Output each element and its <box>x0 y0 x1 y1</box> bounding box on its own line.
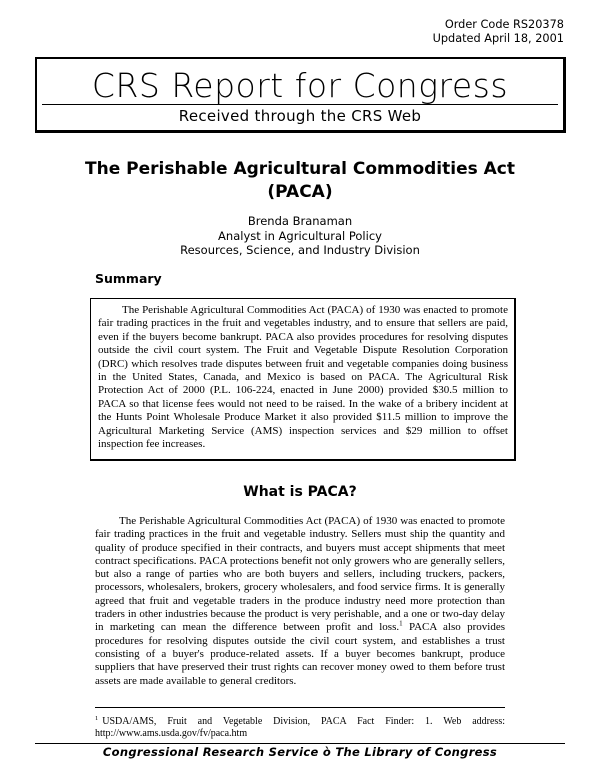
body-text-part1: The Perishable Agricultural Commodities Act (PACA) of 1930 was enacted to promote fair trading practices in the fruit and vegetable industry. Sellers must ship the quantity and quality of produce specified in their contracts, and buyers must accept shipments that meet contract specifications. PACA protections benefit not only growers who are generally sellers, but also a range of parties who are both buyers and sellers, including truckers, packers, processors, wholesalers, brokers, grocery wholesalers, and food service firms. It is generally agreed that fruit and vegetable traders in the produce industry need more protection than traders in other industries because the product is very perishable, and a one or two-day delay in marketing can mean the difference between profit and loss. <box>95 515 505 634</box>
footnote-reference[interactable]: 1 <box>399 619 403 628</box>
footnote-text: USDA/AMS, Fruit and Vegetable Division, PACA Fact Finder: 1. Web address: http://www.ams.usda.gov/fv/paca.htm <box>95 716 505 739</box>
footnote <box>95 716 505 740</box>
author-division: Resources, Science, and Industry Division <box>180 243 420 257</box>
section-heading: What is PACA? <box>243 484 357 500</box>
summary-box <box>90 298 516 461</box>
author-position: Analyst in Agricultural Policy <box>218 228 382 243</box>
footnote-divider <box>95 707 505 708</box>
page-footer <box>0 745 600 759</box>
footnote-mark: 1 <box>95 714 99 722</box>
report-header-box <box>35 57 566 133</box>
summary-text: The Perishable Agricultural Commodities Act (PACA) of 1930 was enacted to promote fair trading practices in the fruit and vegetables industry, and to ensure that sellers are paid, even if the buyers become bankrupt. PACA also provides procedures for resolving disputes outside the civil court system. The Fruit and Vegetable Dispute Resolution Corporation (DRC) which resolves trade disputes between fruit and vegetable companies doing business in the United States, Canada, and Mexico is based on PACA. The Agricultural Risk Protection Act of 2000 (P.L. 106-224, enacted in June 2000) provided $30.5 million to PACA so that license fees would not need to be raised. In the wake of a bribery incident at the Hunts Point Wholesale Produce Market it also provided $11.5 million to improve the Agricultural Marketing Service (AMS) inspection services and $29 million to offset inspection fee increases. <box>98 304 508 451</box>
header-divider <box>42 104 558 105</box>
section-body-text <box>95 515 505 688</box>
footer-separator-icon: ò <box>322 745 332 759</box>
order-info <box>433 18 564 46</box>
author-block <box>0 214 600 258</box>
summary-heading: Summary <box>95 271 162 286</box>
author-name: Brenda Branaman <box>247 214 353 228</box>
footer-divider <box>35 743 565 744</box>
document-title: The Perishable Agricultural Commodities Act (PACA) <box>85 159 515 202</box>
footer-library: The Library of Congress <box>335 745 498 759</box>
footer-org: Congressional Research Service <box>102 745 319 759</box>
report-header-title: CRS Report for Congress <box>91 66 509 105</box>
report-header-subtitle: Received through the CRS Web <box>178 107 422 125</box>
updated-date: Updated April 18, 2001 <box>432 32 564 45</box>
order-code: Order Code RS20378 <box>444 18 564 31</box>
body-text-part2: PACA also provides procedures for resolving disputes outside the civil court system, and establishes a trust consisting of a buyer's produce-related assets. If a buyer becomes bankrupt, produce suppliers that have preserved their trust rights can recover money owed to them before trust assets are made available to general creditors. <box>95 621 506 687</box>
